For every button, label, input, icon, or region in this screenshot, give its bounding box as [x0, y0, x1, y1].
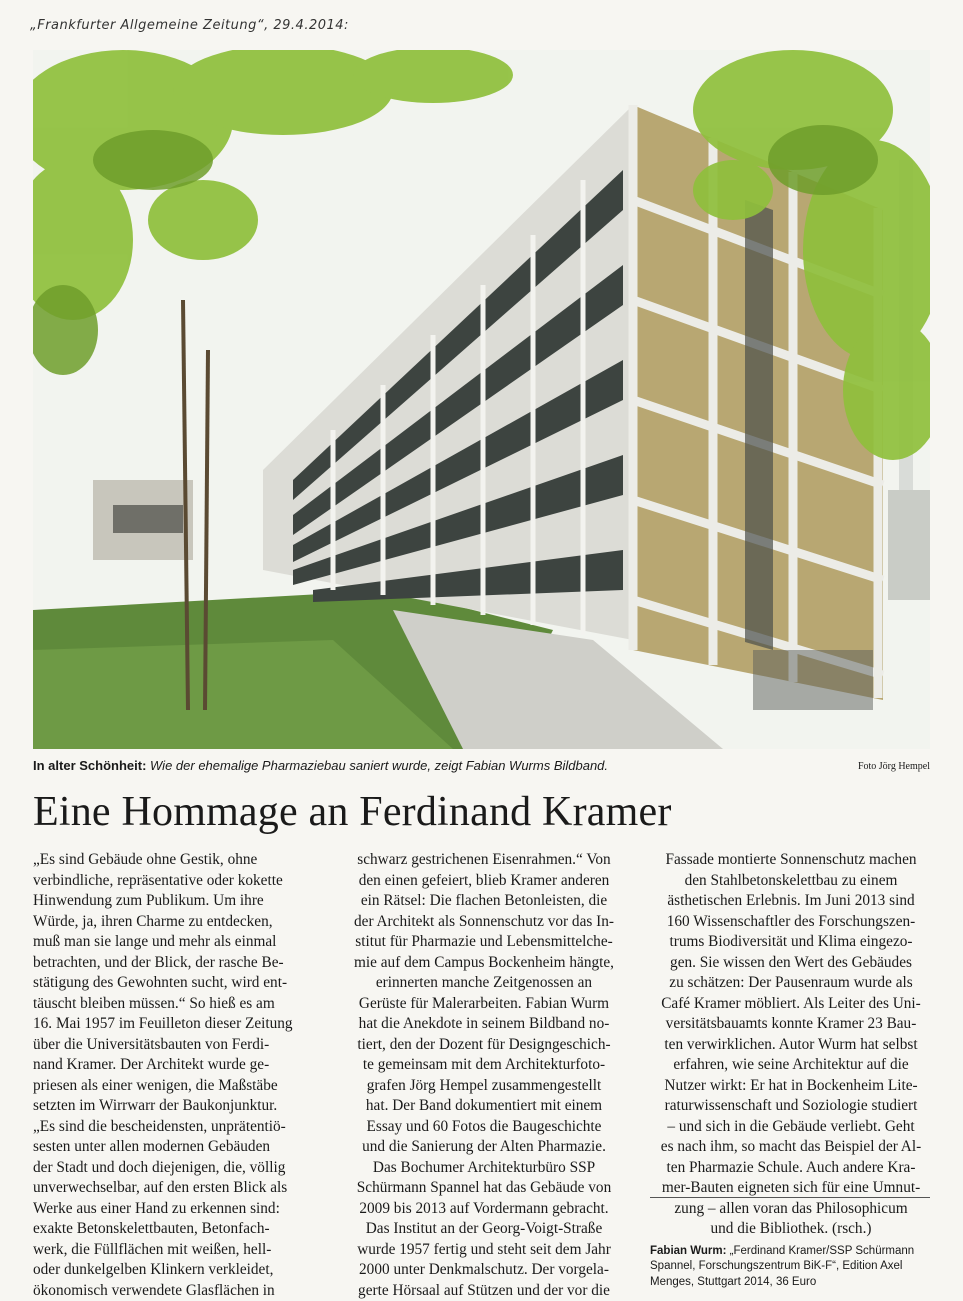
text-line: unverwechselbar, auf den ersten Blick als: [33, 1178, 313, 1199]
text-line: versitätsbauamts konnte Kramer 23 Bau-: [650, 1014, 932, 1035]
text-line: ein Rätsel: Die flachen Betonleisten, die: [343, 891, 625, 912]
text-line: zu schätzen: Der Pausenraum wurde als: [650, 973, 932, 994]
text-line: stitut für Pharmazie und Lebensmittelche-: [343, 932, 625, 953]
text-line: schwarz gestrichenen Eisenrahmen.“ Von: [343, 850, 625, 871]
text-line: werk, die Füllflächen mit weißen, hell-: [33, 1240, 313, 1261]
text-line: stätigung des Gewohnten sucht, wird ent-: [33, 973, 313, 994]
text-line: Das Institut an der Georg-Voigt-Straße: [343, 1219, 625, 1240]
text-line: gerte Hörsaal auf Stützen und der vor die: [343, 1281, 625, 1301]
text-line: den Stahlbetonskelettbau zu einem: [650, 871, 932, 892]
text-line: Hinwendung zum Publikum. Um ihre: [33, 891, 313, 912]
text-line: 2009 bis 2013 auf Vordermann gebracht.: [343, 1199, 625, 1220]
text-line: „Es sind Gebäude ohne Gestik, ohne: [33, 850, 313, 871]
text-line: – und sich in die Gebäude verliebt. Geht: [650, 1117, 932, 1138]
article-headline: Eine Hommage an Ferdinand Kramer: [33, 788, 672, 836]
article-column-3: [650, 850, 932, 1290]
text-line: ästhetischen Erlebnis. Im Juni 2013 sind: [650, 891, 932, 912]
text-line: über die Universitätsbauten von Ferdi-: [33, 1035, 313, 1056]
text-line: wurde 1957 fertig und steht seit dem Jahr: [343, 1240, 625, 1261]
handwritten-source-note: „Frankfurter Allgemeine Zeitung“, 29.4.2014:: [30, 18, 349, 33]
text-line: Essay und 60 Fotos die Baugeschichte: [343, 1117, 625, 1138]
text-line: und die Bibliothek. (rsch.): [650, 1219, 932, 1240]
text-line: oder dunkelgelben Klinkern verkleidet,: [33, 1260, 313, 1281]
text-line: „Es sind die bescheidensten, unprätentiö-: [33, 1117, 313, 1138]
text-line: 2000 unter Denkmalschutz. Der vorgela-: [343, 1260, 625, 1281]
text-line: betrachten, und der Blick, der rasche Be-: [33, 953, 313, 974]
caption-lead: In alter Schönheit:: [33, 758, 146, 773]
text-line: hat die Anekdote in seinem Bildband no-: [343, 1014, 625, 1035]
text-line: Nutzer wirkt: Er hat in Bockenheim Lite-: [650, 1076, 932, 1097]
text-line: mie auf dem Campus Bockenheim hängte,: [343, 953, 625, 974]
text-line: priesen als einer wenigen, die Maßstäbe: [33, 1076, 313, 1097]
book-title-line: Spannel, Forschungszentrum BiK-F“, Edition Axel: [650, 1259, 932, 1275]
text-line: der Architekt als Sonnenschutz vor das In-: [343, 912, 625, 933]
book-info: [650, 1244, 932, 1291]
text-line: verbindliche, repräsentative oder kokette: [33, 871, 313, 892]
text-line: Café Kramer möbliert. Als Leiter des Uni-: [650, 994, 932, 1015]
text-line: ten Pharmazie Schule. Auch andere Kra-: [650, 1158, 932, 1179]
text-line: zung – allen voran das Philosophicum: [650, 1199, 932, 1220]
divider: [650, 1197, 930, 1198]
text-line: nand Kramer. Der Architekt wurde ge-: [33, 1055, 313, 1076]
text-line: Das Bochumer Architekturbüro SSP: [343, 1158, 625, 1179]
text-line: Gerüste für Malerarbeiten. Fabian Wurm: [343, 994, 625, 1015]
article-column-2: [343, 850, 625, 1301]
text-line: ökonomisch verwendete Glasflächen in: [33, 1281, 313, 1301]
article-photo: [33, 50, 930, 749]
text-line: erinnerten manche Zeitgenossen an: [343, 973, 625, 994]
text-line: Schürmann Spannel hat das Gebäude von: [343, 1178, 625, 1199]
text-line: tiert, den der Dozent für Designgeschich-: [343, 1035, 625, 1056]
text-line: Fassade montierte Sonnenschutz machen: [650, 850, 932, 871]
text-line: den einen gefeiert, blieb Kramer anderen: [343, 871, 625, 892]
text-line: 160 Wissenschaftler des Forschungszen-: [650, 912, 932, 933]
book-publisher-line: Menges, Stuttgart 2014, 36 Euro: [650, 1275, 932, 1291]
text-line: und die Sanierung der Alten Pharmazie.: [343, 1137, 625, 1158]
text-line: exakte Betonskelettbauten, Betonfach-: [33, 1219, 313, 1240]
text-line: Werke aus einer Hand zu erkennen sind:: [33, 1199, 313, 1220]
text-line: Würde, ja, ihren Charme zu entdecken,: [33, 912, 313, 933]
text-line: mer-Bauten eigneten sich für eine Umnut-: [650, 1178, 932, 1199]
text-line: 16. Mai 1957 im Feuilleton dieser Zeitung: [33, 1014, 313, 1035]
book-author: Fabian Wurm:: [650, 1245, 726, 1257]
text-line: es nach ihm, so macht das Beispiel der Al-: [650, 1137, 932, 1158]
text-line: gen. Sie wissen den Wert des Gebäudes: [650, 953, 932, 974]
text-line: muß man sie lange und mehr als einmal: [33, 932, 313, 953]
text-line: sesten unter allen modernen Gebäuden: [33, 1137, 313, 1158]
text-line: trums Biodiversität und Klima eingezo-: [650, 932, 932, 953]
text-line: erfahren, wie seine Architektur auf die: [650, 1055, 932, 1076]
caption-text: Wie der ehemalige Pharmaziebau saniert wurde, zeigt Fabian Wurms Bildband.: [150, 758, 608, 773]
text-line: der Stadt und doch diejenigen, die, völlig: [33, 1158, 313, 1179]
book-title-line: „Ferdinand Kramer/SSP Schürmann: [730, 1245, 915, 1257]
text-line: te gemeinsam mit dem Architekturfoto-: [343, 1055, 625, 1076]
article-column-1: [33, 850, 313, 1301]
text-line: täuscht bleiben müssen.“ So hieß es am: [33, 994, 313, 1015]
photo-credit: Foto Jörg Hempel: [858, 761, 930, 772]
text-line: hat. Der Band dokumentiert mit einem: [343, 1096, 625, 1117]
photo-caption: [33, 758, 930, 782]
text-line: grafen Jörg Hempel zusammengestellt: [343, 1076, 625, 1097]
text-line: setzten im Wirrwarr der Baukonjunktur.: [33, 1096, 313, 1117]
text-line: ten verwirklichen. Autor Wurm hat selbst: [650, 1035, 932, 1056]
text-line: raturwissenschaft und Soziologie studiert: [650, 1096, 932, 1117]
